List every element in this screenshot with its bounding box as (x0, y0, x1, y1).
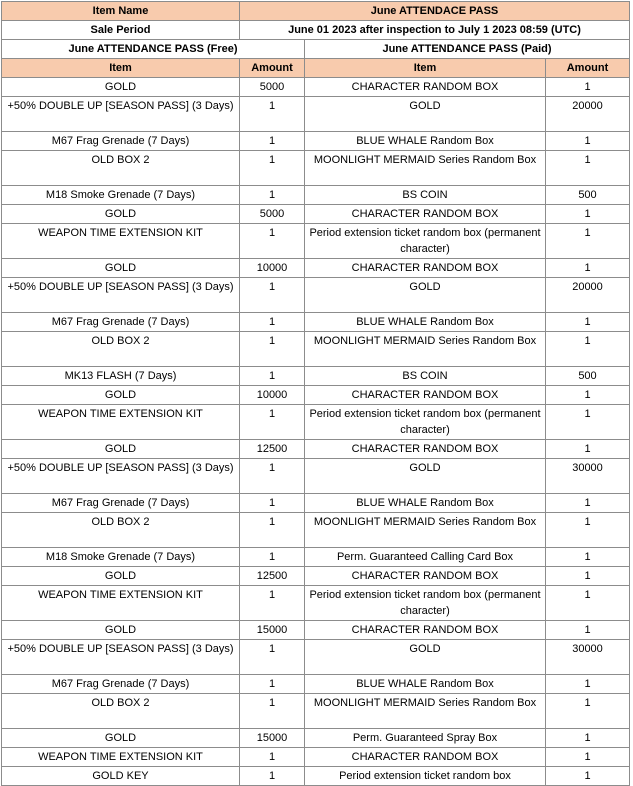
paid-amount-cell: 1 (546, 259, 630, 278)
free-amount-cell: 1 (240, 224, 305, 259)
free-amount-header: Amount (240, 59, 305, 78)
free-item-cell: GOLD (2, 386, 240, 405)
paid-item-cell: Period extension ticket random box (305, 767, 546, 786)
paid-item-cell: GOLD (305, 640, 546, 675)
free-item-cell: +50% DOUBLE UP [SEASON PASS] (3 Days) (2, 640, 240, 675)
paid-item-cell: MOONLIGHT MERMAID Series Random Box (305, 332, 546, 367)
paid-item-cell: Period extension ticket random box (permanent character) (305, 586, 546, 621)
free-item-cell: OLD BOX 2 (2, 332, 240, 367)
paid-amount-cell: 1 (546, 313, 630, 332)
paid-item-cell: CHARACTER RANDOM BOX (305, 440, 546, 459)
free-item-cell: M18 Smoke Grenade (7 Days) (2, 548, 240, 567)
table-row (2, 259, 630, 278)
paid-item-cell: CHARACTER RANDOM BOX (305, 621, 546, 640)
free-amount-cell: 1 (240, 494, 305, 513)
paid-item-cell: GOLD (305, 97, 546, 132)
free-item-cell: WEAPON TIME EXTENSION KIT (2, 224, 240, 259)
free-item-cell: M18 Smoke Grenade (7 Days) (2, 186, 240, 205)
table-row (2, 675, 630, 694)
paid-item-cell: Perm. Guaranteed Spray Box (305, 729, 546, 748)
table-row (2, 132, 630, 151)
free-amount-cell: 1 (240, 513, 305, 548)
table-row (2, 694, 630, 729)
table-row (2, 405, 630, 440)
free-item-cell: GOLD KEY (2, 767, 240, 786)
column-header-row (2, 59, 630, 78)
table-row (2, 513, 630, 548)
free-amount-cell: 1 (240, 548, 305, 567)
paid-amount-cell: 500 (546, 186, 630, 205)
table-row (2, 332, 630, 367)
paid-item-cell: CHARACTER RANDOM BOX (305, 205, 546, 224)
free-item-cell: +50% DOUBLE UP [SEASON PASS] (3 Days) (2, 278, 240, 313)
sale-period-label: Sale Period (2, 21, 240, 40)
item-name-label: Item Name (2, 2, 240, 21)
free-amount-cell: 1 (240, 675, 305, 694)
free-amount-cell: 1 (240, 132, 305, 151)
paid-amount-cell: 1 (546, 494, 630, 513)
paid-amount-cell: 1 (546, 748, 630, 767)
paid-item-cell: BLUE WHALE Random Box (305, 313, 546, 332)
free-amount-cell: 1 (240, 97, 305, 132)
free-item-cell: OLD BOX 2 (2, 694, 240, 729)
free-amount-cell: 1 (240, 278, 305, 313)
free-amount-cell: 1 (240, 459, 305, 494)
free-amount-cell: 1 (240, 332, 305, 367)
paid-amount-cell: 1 (546, 621, 630, 640)
free-item-cell: WEAPON TIME EXTENSION KIT (2, 586, 240, 621)
paid-amount-cell: 1 (546, 586, 630, 621)
free-amount-cell: 1 (240, 586, 305, 621)
paid-amount-cell: 1 (546, 694, 630, 729)
free-item-cell: GOLD (2, 729, 240, 748)
paid-item-cell: GOLD (305, 459, 546, 494)
paid-item-cell: BLUE WHALE Random Box (305, 132, 546, 151)
paid-item-cell: CHARACTER RANDOM BOX (305, 748, 546, 767)
pass-type-row (2, 40, 630, 59)
paid-item-cell: CHARACTER RANDOM BOX (305, 259, 546, 278)
free-item-cell: GOLD (2, 440, 240, 459)
paid-amount-cell: 30000 (546, 459, 630, 494)
paid-amount-header: Amount (546, 59, 630, 78)
table-row (2, 440, 630, 459)
paid-item-cell: Period extension ticket random box (permanent character) (305, 405, 546, 440)
paid-amount-cell: 1 (546, 132, 630, 151)
free-amount-cell: 12500 (240, 440, 305, 459)
free-item-cell: M67 Frag Grenade (7 Days) (2, 675, 240, 694)
free-amount-cell: 1 (240, 767, 305, 786)
paid-amount-cell: 20000 (546, 278, 630, 313)
free-amount-cell: 1 (240, 186, 305, 205)
table-row (2, 621, 630, 640)
paid-amount-cell: 500 (546, 367, 630, 386)
free-item-cell: WEAPON TIME EXTENSION KIT (2, 405, 240, 440)
table-row (2, 586, 630, 621)
paid-amount-cell: 1 (546, 205, 630, 224)
free-item-cell: +50% DOUBLE UP [SEASON PASS] (3 Days) (2, 97, 240, 132)
free-item-cell: GOLD (2, 78, 240, 97)
paid-item-cell: MOONLIGHT MERMAID Series Random Box (305, 694, 546, 729)
table-row (2, 640, 630, 675)
table-row (2, 313, 630, 332)
free-amount-cell: 1 (240, 694, 305, 729)
table-row (2, 186, 630, 205)
table-row (2, 548, 630, 567)
table-row (2, 97, 630, 132)
free-item-cell: GOLD (2, 567, 240, 586)
paid-amount-cell: 30000 (546, 640, 630, 675)
free-item-cell: MK13 FLASH (7 Days) (2, 367, 240, 386)
sale-period-row (2, 21, 630, 40)
attendance-pass-table (1, 1, 630, 786)
free-amount-cell: 10000 (240, 386, 305, 405)
paid-amount-cell: 1 (546, 548, 630, 567)
paid-amount-cell: 1 (546, 567, 630, 586)
paid-amount-cell: 1 (546, 224, 630, 259)
paid-item-cell: BLUE WHALE Random Box (305, 675, 546, 694)
free-amount-cell: 1 (240, 748, 305, 767)
table-row (2, 278, 630, 313)
free-amount-cell: 12500 (240, 567, 305, 586)
table-row (2, 494, 630, 513)
paid-amount-cell: 1 (546, 729, 630, 748)
paid-amount-cell: 1 (546, 151, 630, 186)
sale-period-value: June 01 2023 after inspection to July 1 2023 08:59 (UTC) (240, 21, 630, 40)
free-amount-cell: 1 (240, 313, 305, 332)
table-row (2, 205, 630, 224)
free-amount-cell: 15000 (240, 729, 305, 748)
free-item-cell: M67 Frag Grenade (7 Days) (2, 494, 240, 513)
free-item-cell: OLD BOX 2 (2, 151, 240, 186)
paid-amount-cell: 1 (546, 332, 630, 367)
table-row (2, 78, 630, 97)
free-item-cell: M67 Frag Grenade (7 Days) (2, 313, 240, 332)
paid-item-cell: MOONLIGHT MERMAID Series Random Box (305, 513, 546, 548)
free-amount-cell: 5000 (240, 78, 305, 97)
free-item-cell: M67 Frag Grenade (7 Days) (2, 132, 240, 151)
table-row (2, 767, 630, 786)
pass-title: June ATTENDACE PASS (240, 2, 630, 21)
table-row (2, 151, 630, 186)
paid-amount-cell: 1 (546, 767, 630, 786)
paid-item-cell: CHARACTER RANDOM BOX (305, 567, 546, 586)
free-amount-cell: 1 (240, 151, 305, 186)
free-item-cell: GOLD (2, 205, 240, 224)
paid-amount-cell: 1 (546, 386, 630, 405)
free-amount-cell: 10000 (240, 259, 305, 278)
free-item-cell: OLD BOX 2 (2, 513, 240, 548)
paid-amount-cell: 1 (546, 405, 630, 440)
paid-item-cell: Perm. Guaranteed Calling Card Box (305, 548, 546, 567)
paid-item-cell: BS COIN (305, 186, 546, 205)
table-row (2, 459, 630, 494)
paid-amount-cell: 1 (546, 513, 630, 548)
table-row (2, 367, 630, 386)
free-amount-cell: 1 (240, 405, 305, 440)
free-item-header: Item (2, 59, 240, 78)
paid-amount-cell: 1 (546, 440, 630, 459)
paid-item-cell: GOLD (305, 278, 546, 313)
paid-item-header: Item (305, 59, 546, 78)
free-item-cell: +50% DOUBLE UP [SEASON PASS] (3 Days) (2, 459, 240, 494)
free-amount-cell: 1 (240, 640, 305, 675)
free-item-cell: WEAPON TIME EXTENSION KIT (2, 748, 240, 767)
paid-amount-cell: 1 (546, 675, 630, 694)
free-pass-title: June ATTENDANCE PASS (Free) (2, 40, 305, 59)
table-row (2, 748, 630, 767)
free-item-cell: GOLD (2, 259, 240, 278)
paid-item-cell: Period extension ticket random box (permanent character) (305, 224, 546, 259)
free-amount-cell: 15000 (240, 621, 305, 640)
paid-item-cell: BLUE WHALE Random Box (305, 494, 546, 513)
free-amount-cell: 5000 (240, 205, 305, 224)
paid-item-cell: MOONLIGHT MERMAID Series Random Box (305, 151, 546, 186)
free-amount-cell: 1 (240, 367, 305, 386)
free-item-cell: GOLD (2, 621, 240, 640)
table-row (2, 567, 630, 586)
paid-pass-title: June ATTENDANCE PASS (Paid) (305, 40, 630, 59)
paid-amount-cell: 20000 (546, 97, 630, 132)
paid-item-cell: CHARACTER RANDOM BOX (305, 386, 546, 405)
table-row (2, 224, 630, 259)
title-row (2, 2, 630, 21)
paid-item-cell: BS COIN (305, 367, 546, 386)
table-row (2, 729, 630, 748)
table-row (2, 386, 630, 405)
paid-amount-cell: 1 (546, 78, 630, 97)
paid-item-cell: CHARACTER RANDOM BOX (305, 78, 546, 97)
